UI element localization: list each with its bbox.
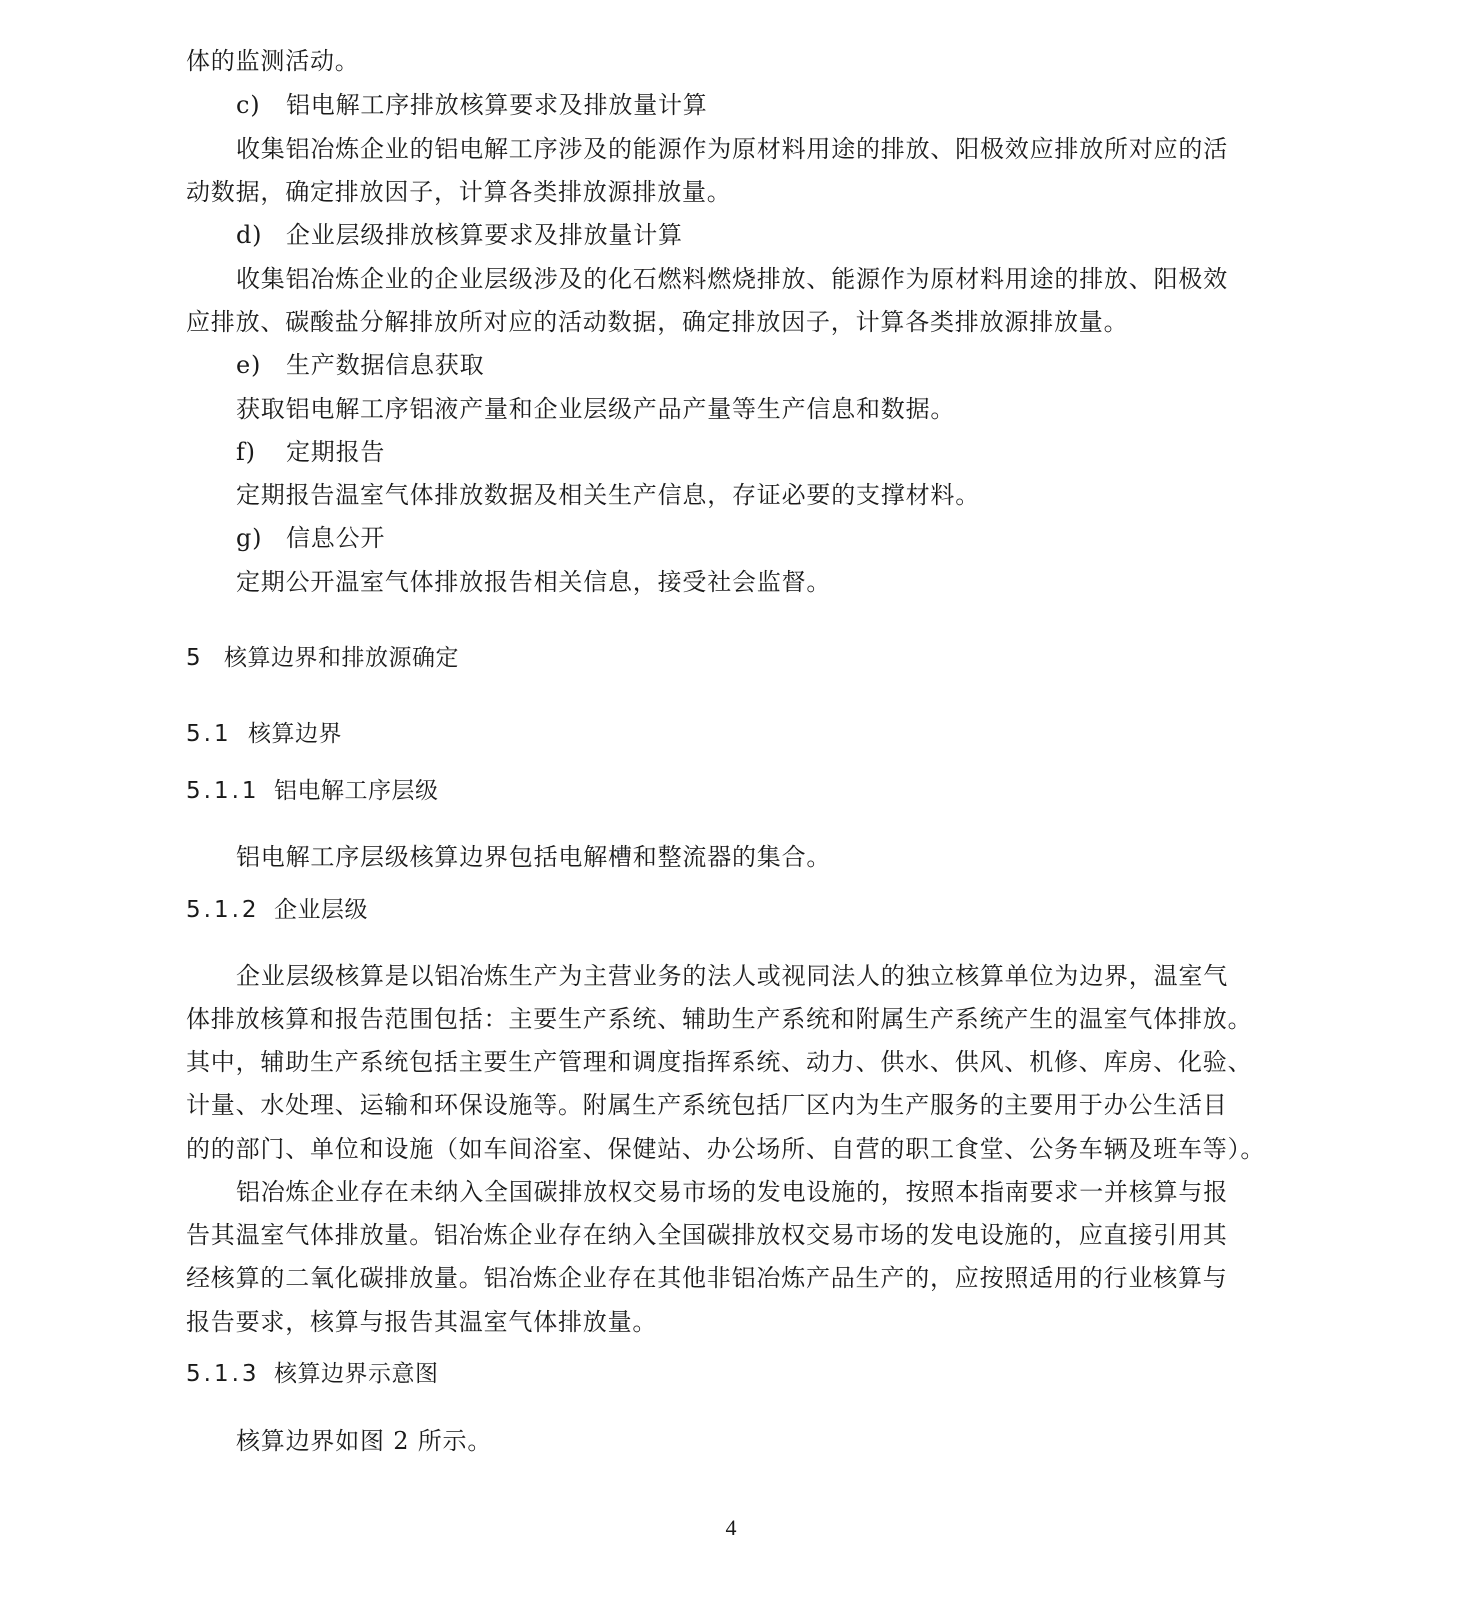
- text-line: 的的部门、单位和设施（如车间浴室、保健站、办公场所、自营的职工食堂、公务车辆及班车等）。: [186, 1135, 1266, 1163]
- text-line: 体排放核算和报告范围包括：主要生产系统、辅助生产系统和附属生产系统产生的温室气体排放。: [186, 1005, 1253, 1033]
- section-number: 5.1.1: [186, 778, 260, 804]
- section-title: 铝电解工序层级: [274, 778, 439, 804]
- section-title: 企业层级: [274, 897, 368, 923]
- list-item-f: [236, 437, 385, 467]
- text-line: 核算边界如图 2 所示。: [236, 1427, 493, 1455]
- text-line: 定期公开温室气体排放报告相关信息，接受社会监督。: [236, 568, 832, 596]
- text-line: 计量、水处理、运输和环保设施等。附属生产系统包括厂区内为生产服务的主要用于办公生活目: [186, 1091, 1228, 1119]
- list-item-title: 生产数据信息获取: [286, 351, 485, 379]
- list-marker: d): [236, 221, 263, 249]
- text-line: 企业层级核算是以铝冶炼生产为主营业务的法人或视同法人的独立核算单位为边界，温室气: [236, 962, 1228, 990]
- list-item-c: [236, 90, 708, 120]
- section-heading-5-1-1: [186, 776, 439, 806]
- list-item-title: 信息公开: [286, 524, 386, 552]
- text-line: 收集铝冶炼企业的企业层级涉及的化石燃料燃烧排放、能源作为原材料用途的排放、阳极效: [236, 265, 1228, 293]
- section-title: 核算边界示意图: [274, 1361, 439, 1387]
- section-number: 5.1.2: [186, 897, 260, 923]
- list-item-g: [236, 523, 385, 553]
- section-heading-5: [186, 643, 459, 673]
- section-heading-5-1-2: [186, 895, 368, 925]
- list-marker: e): [236, 351, 262, 379]
- list-marker: c): [236, 91, 261, 119]
- text-line: 动数据，确定排放因子，计算各类排放源排放量。: [186, 178, 732, 206]
- list-marker: g): [236, 524, 263, 552]
- page-number: 4: [725, 1515, 737, 1540]
- section-number: 5.1.3: [186, 1361, 260, 1387]
- list-marker: f): [236, 438, 256, 466]
- list-item-e: [236, 350, 484, 380]
- list-item-title: 铝电解工序排放核算要求及排放量计算: [286, 91, 708, 119]
- text-line: 应排放、碳酸盐分解排放所对应的活动数据，确定排放因子，计算各类排放源排放量。: [186, 308, 1129, 336]
- text-line: 告其温室气体排放量。铝冶炼企业存在纳入全国碳排放权交易市场的发电设施的，应直接引用其: [186, 1221, 1228, 1249]
- list-item-title: 定期报告: [286, 438, 386, 466]
- text-line: 定期报告温室气体排放数据及相关生产信息，存证必要的支撑材料。: [236, 481, 980, 509]
- list-item-d: [236, 220, 683, 250]
- text-line: 铝冶炼企业存在未纳入全国碳排放权交易市场的发电设施的，按照本指南要求一并核算与报: [236, 1178, 1228, 1206]
- section-number: 5: [186, 645, 202, 671]
- section-title: 核算边界和排放源确定: [224, 645, 459, 671]
- text-line: 铝电解工序层级核算边界包括电解槽和整流器的集合。: [236, 843, 832, 871]
- section-heading-5-1-3: [186, 1359, 439, 1389]
- text-line: 经核算的二氧化碳排放量。铝冶炼企业存在其他非铝冶炼产品生产的，应按照适用的行业核算与: [186, 1264, 1228, 1292]
- section-title: 核算边界: [248, 721, 342, 747]
- section-number: 5.1: [186, 721, 232, 747]
- text-line: 报告要求，核算与报告其温室气体排放量。: [186, 1308, 658, 1336]
- text-line: 其中，辅助生产系统包括主要生产管理和调度指挥系统、动力、供水、供风、机修、库房、化验、: [186, 1048, 1253, 1076]
- text-line: 收集铝冶炼企业的铝电解工序涉及的能源作为原材料用途的排放、阳极效应排放所对应的活: [236, 135, 1228, 163]
- text-line: 获取铝电解工序铝液产量和企业层级产品产量等生产信息和数据。: [236, 395, 956, 423]
- list-item-title: 企业层级排放核算要求及排放量计算: [286, 221, 683, 249]
- text-line: 体的监测活动。: [186, 47, 360, 75]
- section-heading-5-1: [186, 719, 342, 749]
